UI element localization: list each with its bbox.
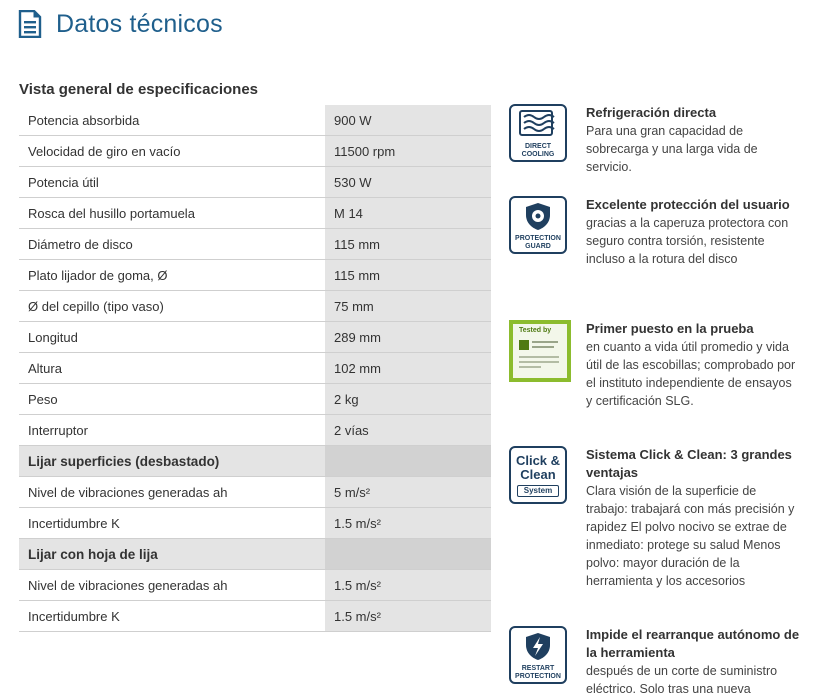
table-row xyxy=(19,384,491,415)
document-icon xyxy=(18,10,42,38)
feature-description: gracias a la caperuza protectora con seguro contra torsión, resistente incluso a la rotura del disco xyxy=(586,216,789,266)
page-header xyxy=(18,8,223,40)
spec-label: Plato lijador de goma, Ø xyxy=(19,260,325,291)
spec-label: Peso xyxy=(19,384,325,415)
feature-title: Sistema Click & Clean: 3 grandes ventajas xyxy=(586,447,792,480)
spec-value: 530 W xyxy=(325,167,491,198)
feature-title: Impide el rearranque autónomo de la herramienta xyxy=(586,627,800,660)
click-and-clean-icon xyxy=(509,446,571,508)
table-row xyxy=(19,570,491,601)
section-title: Lijar con hoja de lija xyxy=(19,539,325,570)
spec-value: 1.5 m/s² xyxy=(325,570,491,601)
table-row xyxy=(19,477,491,508)
table-row xyxy=(19,322,491,353)
spec-value: 102 mm xyxy=(325,353,491,384)
feature-description: en cuanto a vida útil promedio y vida útil de las escobillas; comprobado por el instituto independiente de ensayos y certificación SLG. xyxy=(586,340,796,408)
spec-label: Incertidumbre K xyxy=(19,508,325,539)
badge-line: PROTECTION xyxy=(515,672,561,680)
spec-value: 289 mm xyxy=(325,322,491,353)
table-row xyxy=(19,229,491,260)
table-row xyxy=(19,601,491,632)
feature-title: Excelente protección del usuario xyxy=(586,197,790,212)
table-row xyxy=(19,415,491,446)
table-row xyxy=(19,260,491,291)
spec-value: 11500 rpm xyxy=(325,136,491,167)
specs-title: Vista general de especificaciones xyxy=(19,81,259,98)
spec-label: Rosca del husillo portamuela xyxy=(19,198,325,229)
spec-label: Longitud xyxy=(19,322,325,353)
spec-value: 75 mm xyxy=(325,291,491,322)
table-row xyxy=(19,353,491,384)
spec-label: Incertidumbre K xyxy=(19,601,325,632)
badge-line: GUARD xyxy=(525,242,551,250)
protection-guard-icon xyxy=(509,196,571,258)
badge-line: Tested by xyxy=(519,327,552,334)
badge-line: RESTART xyxy=(521,665,555,672)
badge-line: System xyxy=(517,485,559,497)
cooling-waves-icon xyxy=(516,109,560,139)
spec-value: 2 kg xyxy=(325,384,491,415)
feature-description: Para una gran capacidad de sobrecarga y una larga vida de servicio. xyxy=(586,124,758,174)
spec-value: 115 mm xyxy=(325,229,491,260)
table-row xyxy=(19,167,491,198)
badge-line: COOLING xyxy=(521,150,555,158)
spec-label: Potencia útil xyxy=(19,167,325,198)
spec-value: 1.5 m/s² xyxy=(325,601,491,632)
badge-line: Clean xyxy=(520,466,556,482)
table-row xyxy=(19,136,491,167)
section-header xyxy=(19,539,491,570)
spec-value: 2 vías xyxy=(325,415,491,446)
spec-label: Velocidad de giro en vacío xyxy=(19,136,325,167)
spec-value: 1.5 m/s² xyxy=(325,508,491,539)
spec-label: Diámetro de disco xyxy=(19,229,325,260)
specs-panel xyxy=(19,80,491,632)
lightning-shield-icon xyxy=(516,631,560,661)
spec-value: M 14 xyxy=(325,198,491,229)
specs-table xyxy=(19,105,491,632)
spec-label: Nivel de vibraciones generadas ah xyxy=(19,477,325,508)
table-row xyxy=(19,198,491,229)
section-header xyxy=(19,446,491,477)
table-row xyxy=(19,291,491,322)
feature-title: Refrigeración directa xyxy=(586,105,717,120)
table-row xyxy=(19,508,491,539)
restart-protection-icon xyxy=(509,626,571,688)
page-title: Datos técnicos xyxy=(56,9,223,38)
badge-line: DIRECT xyxy=(524,143,552,150)
section-filler xyxy=(325,539,491,570)
section-title: Lijar superficies (desbastado) xyxy=(19,446,325,477)
tested-by-slg-icon xyxy=(509,320,571,382)
spec-value: 115 mm xyxy=(325,260,491,291)
spec-value: 900 W xyxy=(325,105,491,136)
spec-label: Altura xyxy=(19,353,325,384)
feature-title: Primer puesto en la prueba xyxy=(586,321,754,336)
table-row xyxy=(19,105,491,136)
spec-label: Potencia absorbida xyxy=(19,105,325,136)
feature-description: Clara visión de la superficie de trabajo: trabajará con más precisión y rapidez El polvo nocivo se extrae de inmediato: protege su salud Menos polvo: mayor duración de la herramienta y los accesorios xyxy=(586,484,795,588)
direct-cooling-icon xyxy=(509,104,571,166)
spec-label: Nivel de vibraciones generadas ah xyxy=(19,570,325,601)
spec-value: 5 m/s² xyxy=(325,477,491,508)
section-filler xyxy=(325,446,491,477)
slg-logo-icon xyxy=(519,340,529,350)
feature-description: después de un corte de suministro eléctrico. Solo tras una nueva xyxy=(586,664,778,696)
spec-label: Ø del cepillo (tipo vaso) xyxy=(19,291,325,322)
badge-line: Click & xyxy=(515,452,561,468)
badge-line: PROTECTION xyxy=(515,235,561,242)
spec-label: Interruptor xyxy=(19,415,325,446)
shield-icon xyxy=(516,201,560,231)
